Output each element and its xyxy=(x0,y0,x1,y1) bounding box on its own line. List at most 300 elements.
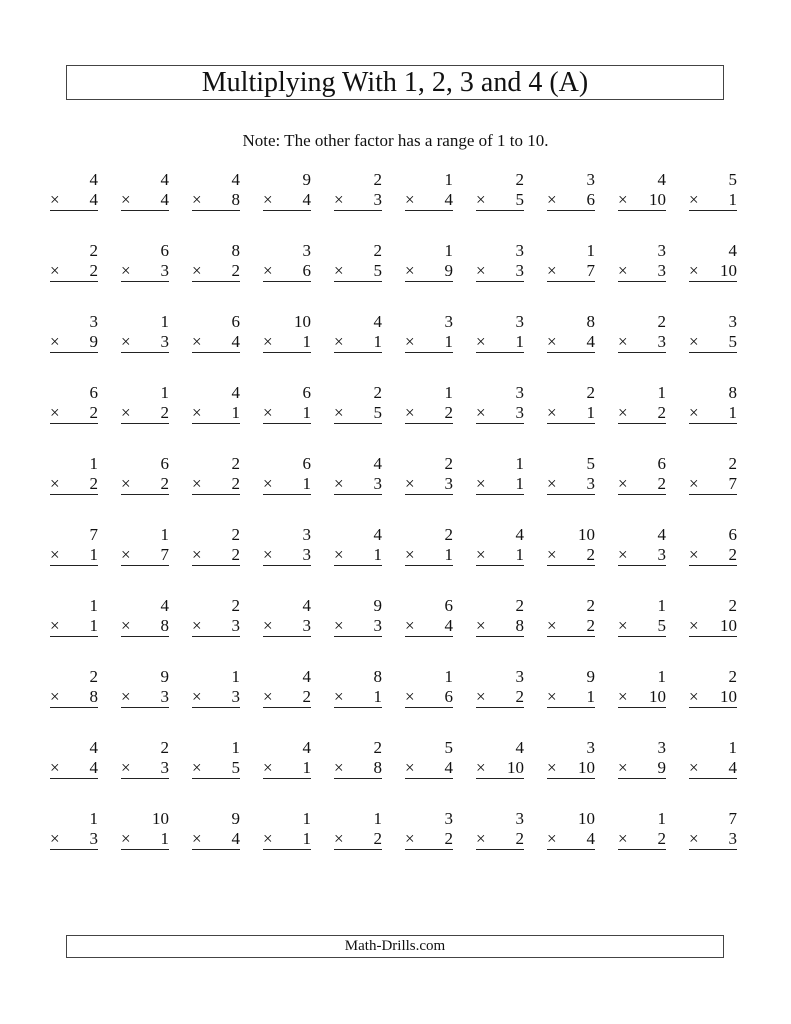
problem-1-5 xyxy=(334,170,382,220)
times-sign: × xyxy=(192,758,202,777)
times-sign: × xyxy=(121,687,131,706)
bottom-factor: 4 xyxy=(444,190,453,209)
bottom-factor-line xyxy=(618,545,666,566)
bottom-factor-line xyxy=(334,261,382,282)
top-factor: 6 xyxy=(89,383,98,402)
bottom-factor-line xyxy=(50,190,98,211)
bottom-factor: 2 xyxy=(444,829,453,848)
times-sign: × xyxy=(405,474,415,493)
times-sign: × xyxy=(192,190,202,209)
bottom-factor-line xyxy=(50,332,98,353)
top-factor: 1 xyxy=(160,525,169,544)
top-factor: 4 xyxy=(302,596,311,615)
problem-5-1 xyxy=(50,454,98,504)
top-factor: 4 xyxy=(231,383,240,402)
top-factor: 1 xyxy=(657,596,666,615)
problem-8-8 xyxy=(547,667,595,717)
bottom-factor-line xyxy=(618,687,666,708)
bottom-factor-line xyxy=(263,474,311,495)
problem-4-6 xyxy=(405,383,453,433)
problem-5-5 xyxy=(334,454,382,504)
bottom-factor-line xyxy=(476,190,524,211)
times-sign: × xyxy=(334,616,344,635)
times-sign: × xyxy=(547,687,557,706)
bottom-factor-line xyxy=(405,687,453,708)
bottom-factor-line xyxy=(334,403,382,424)
bottom-factor-line xyxy=(618,332,666,353)
bottom-factor: 4 xyxy=(586,829,595,848)
top-factor: 10 xyxy=(294,312,311,331)
problem-5-7 xyxy=(476,454,524,504)
bottom-factor: 2 xyxy=(231,261,240,280)
top-factor: 10 xyxy=(578,525,595,544)
bottom-factor-line xyxy=(263,545,311,566)
footer-box xyxy=(66,935,724,958)
bottom-factor-line xyxy=(689,758,737,779)
top-factor: 2 xyxy=(586,596,595,615)
top-factor: 6 xyxy=(160,454,169,473)
bottom-factor: 6 xyxy=(586,190,595,209)
problem-2-6 xyxy=(405,241,453,291)
problem-1-9 xyxy=(618,170,666,220)
problem-10-2 xyxy=(121,809,169,859)
top-factor: 4 xyxy=(231,170,240,189)
times-sign: × xyxy=(263,332,273,351)
top-factor: 6 xyxy=(231,312,240,331)
times-sign: × xyxy=(476,758,486,777)
bottom-factor: 1 xyxy=(302,829,311,848)
times-sign: × xyxy=(547,616,557,635)
bottom-factor: 9 xyxy=(657,758,666,777)
problem-10-8 xyxy=(547,809,595,859)
times-sign: × xyxy=(192,261,202,280)
problem-1-4 xyxy=(263,170,311,220)
top-factor: 2 xyxy=(728,667,737,686)
bottom-factor: 7 xyxy=(586,261,595,280)
bottom-factor: 8 xyxy=(231,190,240,209)
bottom-factor: 2 xyxy=(657,829,666,848)
worksheet-title: Multiplying With 1, 2, 3 and 4 (A) xyxy=(201,66,589,98)
times-sign: × xyxy=(405,545,415,564)
bottom-factor-line xyxy=(547,687,595,708)
bottom-factor: 4 xyxy=(302,190,311,209)
problem-10-3 xyxy=(192,809,240,859)
bottom-factor-line xyxy=(192,261,240,282)
bottom-factor: 2 xyxy=(728,545,737,564)
top-factor: 8 xyxy=(728,383,737,402)
bottom-factor-line xyxy=(334,758,382,779)
times-sign: × xyxy=(263,687,273,706)
bottom-factor: 3 xyxy=(302,545,311,564)
times-sign: × xyxy=(334,474,344,493)
times-sign: × xyxy=(121,261,131,280)
bottom-factor: 1 xyxy=(373,687,382,706)
bottom-factor-line xyxy=(476,829,524,850)
bottom-factor: 2 xyxy=(586,545,595,564)
times-sign: × xyxy=(476,687,486,706)
bottom-factor-line xyxy=(50,403,98,424)
problem-6-6 xyxy=(405,525,453,575)
times-sign: × xyxy=(334,829,344,848)
top-factor: 1 xyxy=(160,312,169,331)
bottom-factor: 3 xyxy=(657,545,666,564)
times-sign: × xyxy=(618,403,628,422)
problem-4-8 xyxy=(547,383,595,433)
times-sign: × xyxy=(547,758,557,777)
top-factor: 5 xyxy=(728,170,737,189)
bottom-factor: 10 xyxy=(720,261,737,280)
bottom-factor: 2 xyxy=(515,687,524,706)
problem-9-9 xyxy=(618,738,666,788)
bottom-factor-line xyxy=(121,829,169,850)
top-factor: 3 xyxy=(515,312,524,331)
times-sign: × xyxy=(50,616,60,635)
times-sign: × xyxy=(50,403,60,422)
problem-5-10 xyxy=(689,454,737,504)
top-factor: 2 xyxy=(728,454,737,473)
times-sign: × xyxy=(405,261,415,280)
bottom-factor-line xyxy=(618,190,666,211)
bottom-factor: 10 xyxy=(720,616,737,635)
times-sign: × xyxy=(405,829,415,848)
bottom-factor-line xyxy=(405,190,453,211)
bottom-factor-line xyxy=(618,758,666,779)
times-sign: × xyxy=(192,474,202,493)
bottom-factor: 3 xyxy=(302,616,311,635)
bottom-factor-line xyxy=(192,687,240,708)
top-factor: 6 xyxy=(302,383,311,402)
top-factor: 2 xyxy=(728,596,737,615)
top-factor: 3 xyxy=(302,525,311,544)
problem-2-10 xyxy=(689,241,737,291)
times-sign: × xyxy=(263,616,273,635)
bottom-factor-line xyxy=(50,687,98,708)
times-sign: × xyxy=(618,829,628,848)
times-sign: × xyxy=(192,687,202,706)
top-factor: 7 xyxy=(89,525,98,544)
bottom-factor: 10 xyxy=(649,190,666,209)
bottom-factor: 7 xyxy=(728,474,737,493)
bottom-factor: 2 xyxy=(302,687,311,706)
bottom-factor: 1 xyxy=(302,474,311,493)
bottom-factor-line xyxy=(263,332,311,353)
range-note: Note: The other factor has a range of 1 to 10. xyxy=(242,131,549,150)
problem-4-4 xyxy=(263,383,311,433)
top-factor: 9 xyxy=(373,596,382,615)
bottom-factor: 4 xyxy=(231,332,240,351)
times-sign: × xyxy=(476,332,486,351)
times-sign: × xyxy=(618,261,628,280)
times-sign: × xyxy=(263,758,273,777)
top-factor: 2 xyxy=(373,241,382,260)
top-factor: 3 xyxy=(657,241,666,260)
bottom-factor: 3 xyxy=(373,474,382,493)
times-sign: × xyxy=(50,687,60,706)
bottom-factor-line xyxy=(689,474,737,495)
times-sign: × xyxy=(618,190,628,209)
problem-1-1 xyxy=(50,170,98,220)
top-factor: 9 xyxy=(302,170,311,189)
times-sign: × xyxy=(689,545,699,564)
problem-5-8 xyxy=(547,454,595,504)
times-sign: × xyxy=(689,332,699,351)
bottom-factor-line xyxy=(405,616,453,637)
problem-9-1 xyxy=(50,738,98,788)
problem-4-1 xyxy=(50,383,98,433)
bottom-factor: 2 xyxy=(160,403,169,422)
bottom-factor-line xyxy=(405,545,453,566)
bottom-factor-line xyxy=(121,474,169,495)
bottom-factor-line xyxy=(689,616,737,637)
problem-3-4 xyxy=(263,312,311,362)
bottom-factor: 8 xyxy=(515,616,524,635)
times-sign: × xyxy=(547,474,557,493)
problem-3-2 xyxy=(121,312,169,362)
problem-6-2 xyxy=(121,525,169,575)
problem-8-7 xyxy=(476,667,524,717)
times-sign: × xyxy=(689,403,699,422)
bottom-factor: 5 xyxy=(231,758,240,777)
times-sign: × xyxy=(50,758,60,777)
problem-10-1 xyxy=(50,809,98,859)
problem-3-9 xyxy=(618,312,666,362)
top-factor: 3 xyxy=(89,312,98,331)
top-factor: 4 xyxy=(373,312,382,331)
footer-credit: Math-Drills.com xyxy=(344,938,446,954)
times-sign: × xyxy=(618,332,628,351)
top-factor: 1 xyxy=(373,809,382,828)
top-factor: 2 xyxy=(586,383,595,402)
bottom-factor-line xyxy=(476,758,524,779)
bottom-factor-line xyxy=(547,758,595,779)
bottom-factor: 3 xyxy=(160,261,169,280)
bottom-factor-line xyxy=(334,332,382,353)
top-factor: 1 xyxy=(728,738,737,757)
times-sign: × xyxy=(121,403,131,422)
times-sign: × xyxy=(476,474,486,493)
bottom-factor-line xyxy=(689,545,737,566)
bottom-factor-line xyxy=(405,403,453,424)
bottom-factor: 9 xyxy=(444,261,453,280)
top-factor: 1 xyxy=(231,667,240,686)
problem-2-1 xyxy=(50,241,98,291)
bottom-factor-line xyxy=(121,616,169,637)
bottom-factor-line xyxy=(547,332,595,353)
top-factor: 3 xyxy=(444,312,453,331)
problem-8-3 xyxy=(192,667,240,717)
bottom-factor-line xyxy=(405,474,453,495)
problem-2-3 xyxy=(192,241,240,291)
times-sign: × xyxy=(50,190,60,209)
times-sign: × xyxy=(618,545,628,564)
bottom-factor: 2 xyxy=(515,829,524,848)
bottom-factor: 2 xyxy=(231,474,240,493)
bottom-factor: 4 xyxy=(586,332,595,351)
top-factor: 9 xyxy=(231,809,240,828)
problem-3-1 xyxy=(50,312,98,362)
bottom-factor: 2 xyxy=(657,403,666,422)
top-factor: 1 xyxy=(444,170,453,189)
top-factor: 1 xyxy=(657,383,666,402)
problem-8-2 xyxy=(121,667,169,717)
top-factor: 1 xyxy=(160,383,169,402)
top-factor: 2 xyxy=(657,312,666,331)
bottom-factor-line xyxy=(50,261,98,282)
bottom-factor: 4 xyxy=(89,758,98,777)
top-factor: 6 xyxy=(728,525,737,544)
bottom-factor-line xyxy=(405,758,453,779)
top-factor: 8 xyxy=(586,312,595,331)
times-sign: × xyxy=(192,545,202,564)
bottom-factor-line xyxy=(263,758,311,779)
top-factor: 8 xyxy=(373,667,382,686)
times-sign: × xyxy=(547,545,557,564)
problem-10-6 xyxy=(405,809,453,859)
bottom-factor: 1 xyxy=(586,403,595,422)
bottom-factor-line xyxy=(263,616,311,637)
problem-7-9 xyxy=(618,596,666,646)
top-factor: 2 xyxy=(373,383,382,402)
bottom-factor-line xyxy=(192,332,240,353)
bottom-factor-line xyxy=(689,261,737,282)
problem-10-7 xyxy=(476,809,524,859)
problem-6-4 xyxy=(263,525,311,575)
problem-1-2 xyxy=(121,170,169,220)
bottom-factor-line xyxy=(405,261,453,282)
top-factor: 4 xyxy=(302,738,311,757)
bottom-factor-line xyxy=(121,332,169,353)
problem-3-7 xyxy=(476,312,524,362)
problem-10-9 xyxy=(618,809,666,859)
bottom-factor-line xyxy=(547,474,595,495)
bottom-factor: 4 xyxy=(728,758,737,777)
bottom-factor: 6 xyxy=(302,261,311,280)
problem-9-3 xyxy=(192,738,240,788)
times-sign: × xyxy=(50,261,60,280)
bottom-factor: 1 xyxy=(373,332,382,351)
bottom-factor-line xyxy=(121,190,169,211)
problem-1-10 xyxy=(689,170,737,220)
problem-6-1 xyxy=(50,525,98,575)
top-factor: 3 xyxy=(728,312,737,331)
times-sign: × xyxy=(121,190,131,209)
problem-grid xyxy=(50,170,760,860)
bottom-factor: 1 xyxy=(373,545,382,564)
bottom-factor: 2 xyxy=(444,403,453,422)
top-factor: 4 xyxy=(89,170,98,189)
bottom-factor: 3 xyxy=(444,474,453,493)
top-factor: 1 xyxy=(444,667,453,686)
problem-7-5 xyxy=(334,596,382,646)
bottom-factor: 8 xyxy=(89,687,98,706)
bottom-factor-line xyxy=(476,687,524,708)
bottom-factor: 3 xyxy=(657,332,666,351)
bottom-factor-line xyxy=(50,616,98,637)
bottom-factor: 2 xyxy=(89,261,98,280)
bottom-factor-line xyxy=(618,474,666,495)
times-sign: × xyxy=(334,758,344,777)
times-sign: × xyxy=(263,190,273,209)
top-factor: 4 xyxy=(657,525,666,544)
problem-8-4 xyxy=(263,667,311,717)
top-factor: 3 xyxy=(515,241,524,260)
times-sign: × xyxy=(50,474,60,493)
top-factor: 4 xyxy=(373,525,382,544)
problem-10-5 xyxy=(334,809,382,859)
bottom-factor-line xyxy=(263,829,311,850)
times-sign: × xyxy=(263,545,273,564)
top-factor: 3 xyxy=(302,241,311,260)
bottom-factor-line xyxy=(334,616,382,637)
bottom-factor: 5 xyxy=(515,190,524,209)
problem-4-5 xyxy=(334,383,382,433)
top-factor: 7 xyxy=(728,809,737,828)
bottom-factor-line xyxy=(50,829,98,850)
bottom-factor: 10 xyxy=(720,687,737,706)
bottom-factor: 3 xyxy=(160,758,169,777)
bottom-factor-line xyxy=(121,403,169,424)
bottom-factor: 4 xyxy=(89,190,98,209)
problem-4-9 xyxy=(618,383,666,433)
times-sign: × xyxy=(476,190,486,209)
bottom-factor-line xyxy=(263,190,311,211)
bottom-factor-line xyxy=(263,687,311,708)
top-factor: 2 xyxy=(160,738,169,757)
bottom-factor-line xyxy=(476,616,524,637)
bottom-factor-line xyxy=(476,474,524,495)
times-sign: × xyxy=(405,687,415,706)
top-factor: 1 xyxy=(444,383,453,402)
bottom-factor: 10 xyxy=(649,687,666,706)
bottom-factor-line xyxy=(50,545,98,566)
top-factor: 10 xyxy=(152,809,169,828)
bottom-factor-line xyxy=(689,403,737,424)
times-sign: × xyxy=(192,829,202,848)
problem-9-4 xyxy=(263,738,311,788)
bottom-factor: 2 xyxy=(89,403,98,422)
bottom-factor: 1 xyxy=(89,545,98,564)
problem-8-9 xyxy=(618,667,666,717)
bottom-factor: 3 xyxy=(373,616,382,635)
bottom-factor-line xyxy=(547,190,595,211)
top-factor: 8 xyxy=(231,241,240,260)
problem-7-1 xyxy=(50,596,98,646)
bottom-factor-line xyxy=(618,829,666,850)
top-factor: 4 xyxy=(515,738,524,757)
bottom-factor: 1 xyxy=(515,474,524,493)
bottom-factor: 9 xyxy=(89,332,98,351)
top-factor: 1 xyxy=(444,241,453,260)
times-sign: × xyxy=(476,616,486,635)
top-factor: 2 xyxy=(231,525,240,544)
bottom-factor-line xyxy=(121,758,169,779)
times-sign: × xyxy=(547,190,557,209)
bottom-factor: 2 xyxy=(657,474,666,493)
top-factor: 4 xyxy=(657,170,666,189)
problem-7-3 xyxy=(192,596,240,646)
top-factor: 2 xyxy=(444,525,453,544)
times-sign: × xyxy=(121,545,131,564)
times-sign: × xyxy=(405,190,415,209)
problem-9-6 xyxy=(405,738,453,788)
top-factor: 6 xyxy=(160,241,169,260)
bottom-factor: 6 xyxy=(444,687,453,706)
times-sign: × xyxy=(263,261,273,280)
times-sign: × xyxy=(334,545,344,564)
times-sign: × xyxy=(405,332,415,351)
problem-4-3 xyxy=(192,383,240,433)
top-factor: 2 xyxy=(444,454,453,473)
